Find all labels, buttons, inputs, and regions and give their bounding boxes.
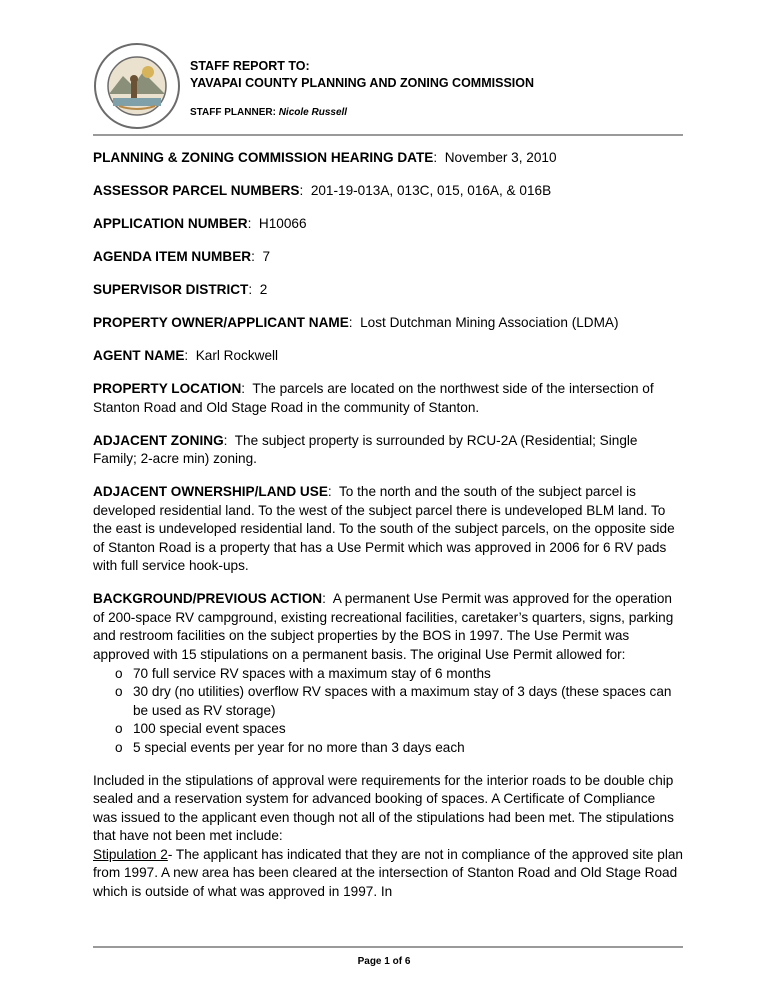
- field-adjacent-zoning: ADJACENT ZONING: The subject property is surrounded by RCU-2A (Residential; Single Family; 2-acre min) zoning.: [93, 432, 638, 466]
- stipulation-2-text: - The applicant has indicated that they are not in compliance of the approved site plan from 1997. A new area has been cleared at the intersection of Stanton Road and Old Stage Road which is outside of what was approved in 1997. In: [93, 846, 683, 899]
- list-item: o 70 full service RV spaces with a maximum stay of 6 months: [115, 665, 683, 684]
- footer-divider: [93, 946, 683, 948]
- list-item: o 30 dry (no utilities) overflow RV spaces with a maximum stay of 3 days (these spaces can be used as RV storage): [115, 683, 683, 720]
- use-permit-list: [93, 665, 683, 758]
- list-item: o 5 special events per year for no more than 3 days each: [115, 739, 683, 758]
- page-number: Page 1 of 6: [357, 956, 411, 967]
- field-owner-applicant: PROPERTY OWNER/APPLICANT NAME: Lost Dutchman Mining Association (LDMA): [93, 315, 619, 330]
- header-divider: [93, 134, 683, 136]
- field-application-number: APPLICATION NUMBER: H10066: [93, 216, 307, 231]
- field-parcel-numbers: ASSESSOR PARCEL NUMBERS: 201-19-013A, 013C, 015, 016A, & 016B: [93, 183, 552, 198]
- staff-planner-label: STAFF PLANNER:: [190, 107, 276, 118]
- county-seal-icon: [93, 42, 181, 130]
- stipulations-paragraph: Included in the stipulations of approval were requirements for the interior roads to be double chip sealed and a reservation system for advanced booking of spaces. A Certificate of Compliance was issued to the applicant even though not all of the stipulations had been met. The stipulations that have not been met include: Stipulation 2- The applicant has indicated that they are not in compliance of the approved site plan from 1997. A new area has been cleared at the intersection of Stanton Road and Old Stage Road which is outside of what was approved in 1997. In: [93, 772, 683, 899]
- report-body: [93, 149, 683, 916]
- field-agent-name: AGENT NAME: Karl Rockwell: [93, 348, 279, 363]
- report-title-line1: STAFF REPORT TO:: [190, 59, 310, 73]
- field-hearing-date: PLANNING & ZONING COMMISSION HEARING DATE: November 3, 2010: [93, 150, 557, 165]
- field-background: BACKGROUND/PREVIOUS ACTION: A permanent Use Permit was approved for the operation of 200-space RV campground, existing recreational facilities, caretaker’s quarters, signs, parking and restroom facilities on the subject properties by the BOS in 1997. The Use Permit was approved with 15 stipulations on a permanent basis. The original Use Permit allowed for:: [93, 591, 674, 662]
- field-property-location: PROPERTY LOCATION: The parcels are located on the northwest side of the intersection of Stanton Road and Old Stage Road in the community of Stanton.: [93, 381, 654, 415]
- staff-planner-name: Nicole Russell: [278, 107, 348, 118]
- stipulation-2-label: Stipulation 2: [93, 846, 168, 862]
- report-title-line2: YAVAPAI COUNTY PLANNING AND ZONING COMMISSION: [190, 76, 535, 90]
- staff-planner: [190, 107, 347, 118]
- list-item: o 100 special event spaces: [115, 720, 683, 739]
- field-adjacent-land-use: ADJACENT OWNERSHIP/LAND USE: To the north and the south of the subject parcel is developed residential land. To the west of the subject parcel there is undeveloped BLM land. To the east is undeveloped residential land. To the south of the subject parcels, on the opposite side of Stanton Road is a property that has a Use Permit which was approved in 2006 for 6 RV pads with full service hook-ups.: [93, 484, 675, 573]
- field-supervisor-district: SUPERVISOR DISTRICT: 2: [93, 282, 268, 297]
- field-agenda-item: AGENDA ITEM NUMBER: 7: [93, 249, 270, 264]
